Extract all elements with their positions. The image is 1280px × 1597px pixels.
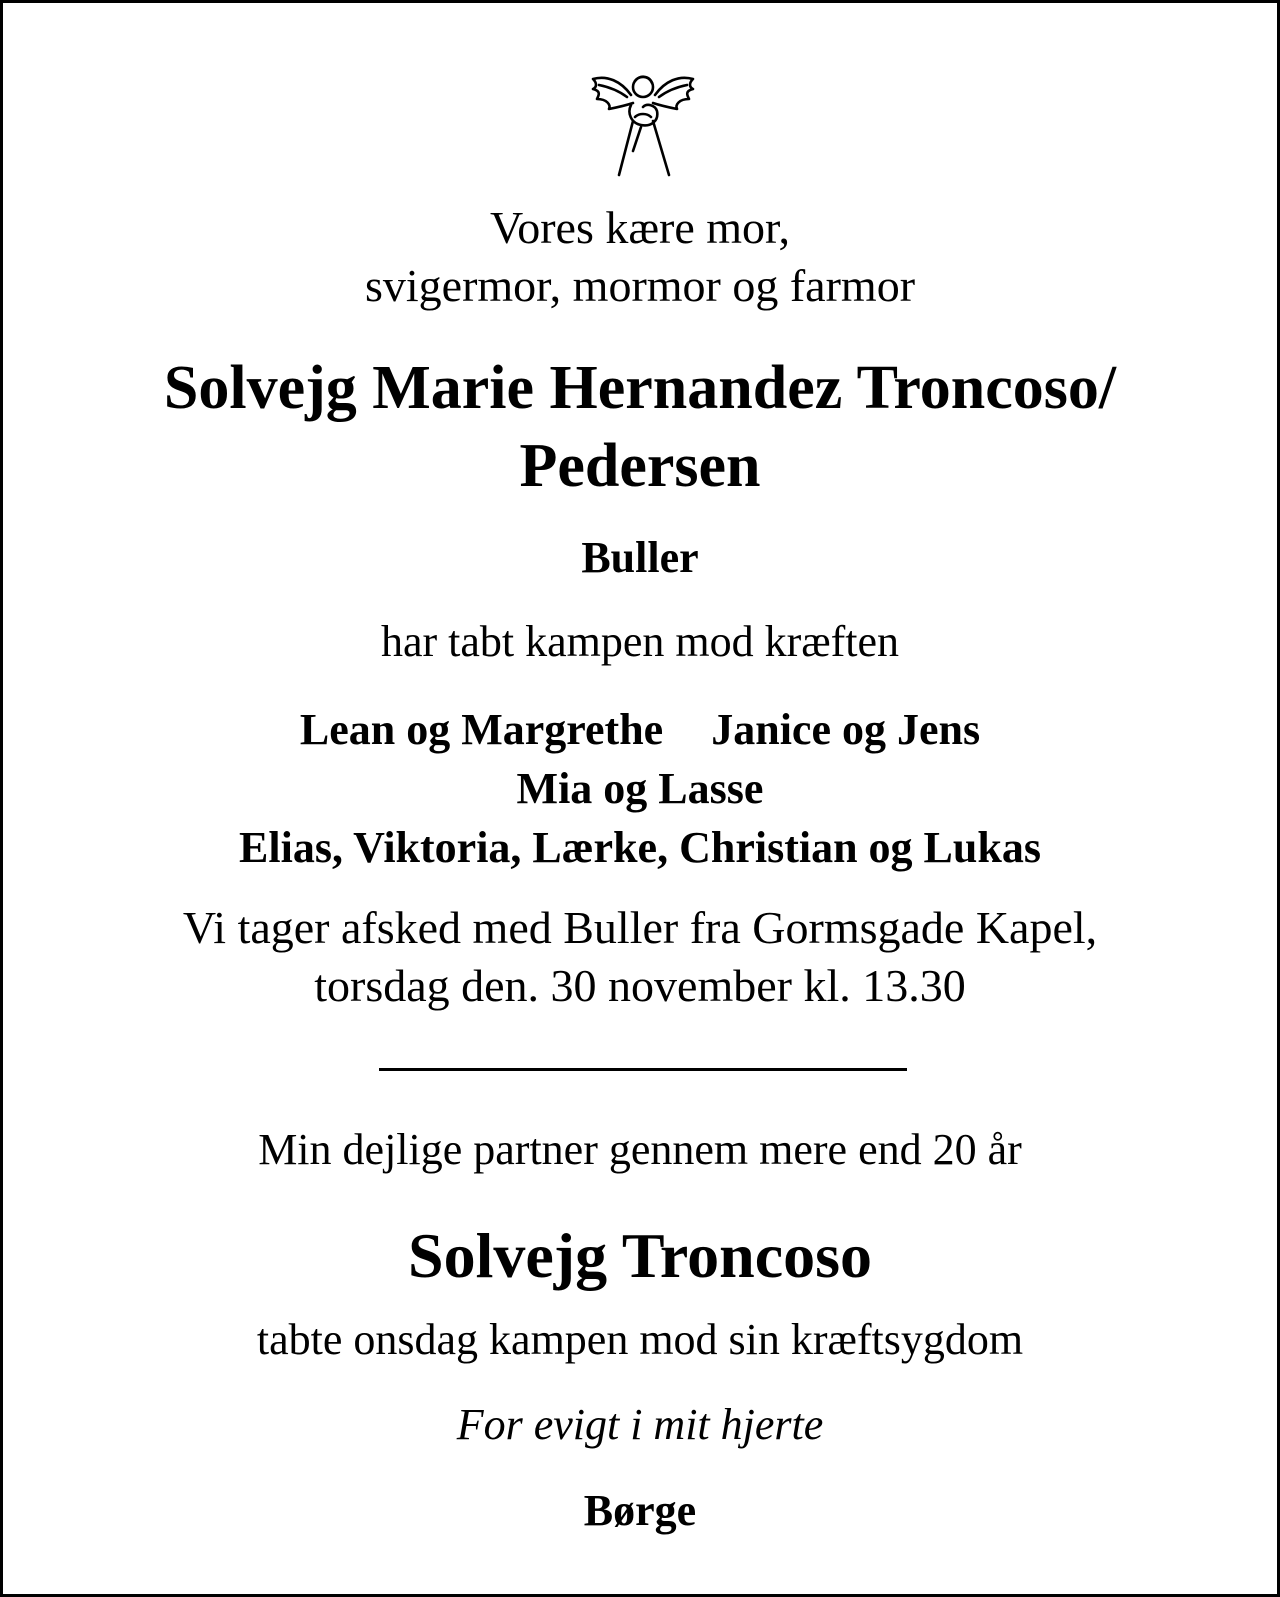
- partner-lost-text: tabte onsdag kampen mod sin kræftsygdom: [256, 1315, 1024, 1364]
- partner-deceased-name: Solvejg Troncoso: [407, 1220, 873, 1291]
- angel-icon: [587, 65, 699, 179]
- family-names: [3, 700, 1277, 877]
- partner-intro: Min dejlige partner gennem mere end 20 år: [258, 1125, 1022, 1174]
- family-line-right: Janice og Jens: [711, 705, 981, 754]
- signature-name: Børge: [583, 1486, 697, 1535]
- family-line: Mia og Lasse: [516, 764, 764, 813]
- funeral-info: [3, 899, 1277, 1015]
- deceased-name: [3, 349, 1277, 505]
- nickname: Buller: [581, 533, 699, 582]
- funeral-line: torsdag den. 30 november kl. 13.30: [314, 960, 966, 1011]
- family-line: Elias, Viktoria, Lærke, Christian og Lukas: [239, 823, 1041, 872]
- deceased-name-line: Solvejg Marie Hernandez Troncoso/: [163, 354, 1117, 422]
- intro-text: [3, 199, 1277, 315]
- family-line-left: Lean og Margrethe: [299, 705, 664, 754]
- intro-line: svigermor, mormor og farmor: [364, 260, 916, 311]
- funeral-line: Vi tager afsked med Buller fra Gormsgade Kapel,: [182, 902, 1098, 953]
- quote: For evigt i mit hjerte: [456, 1400, 824, 1449]
- intro-line: Vores kære mor,: [489, 202, 791, 253]
- lost-text: har tabt kampen mod kræften: [380, 617, 900, 666]
- deceased-name-line: Pedersen: [519, 432, 761, 500]
- divider: [379, 1068, 907, 1071]
